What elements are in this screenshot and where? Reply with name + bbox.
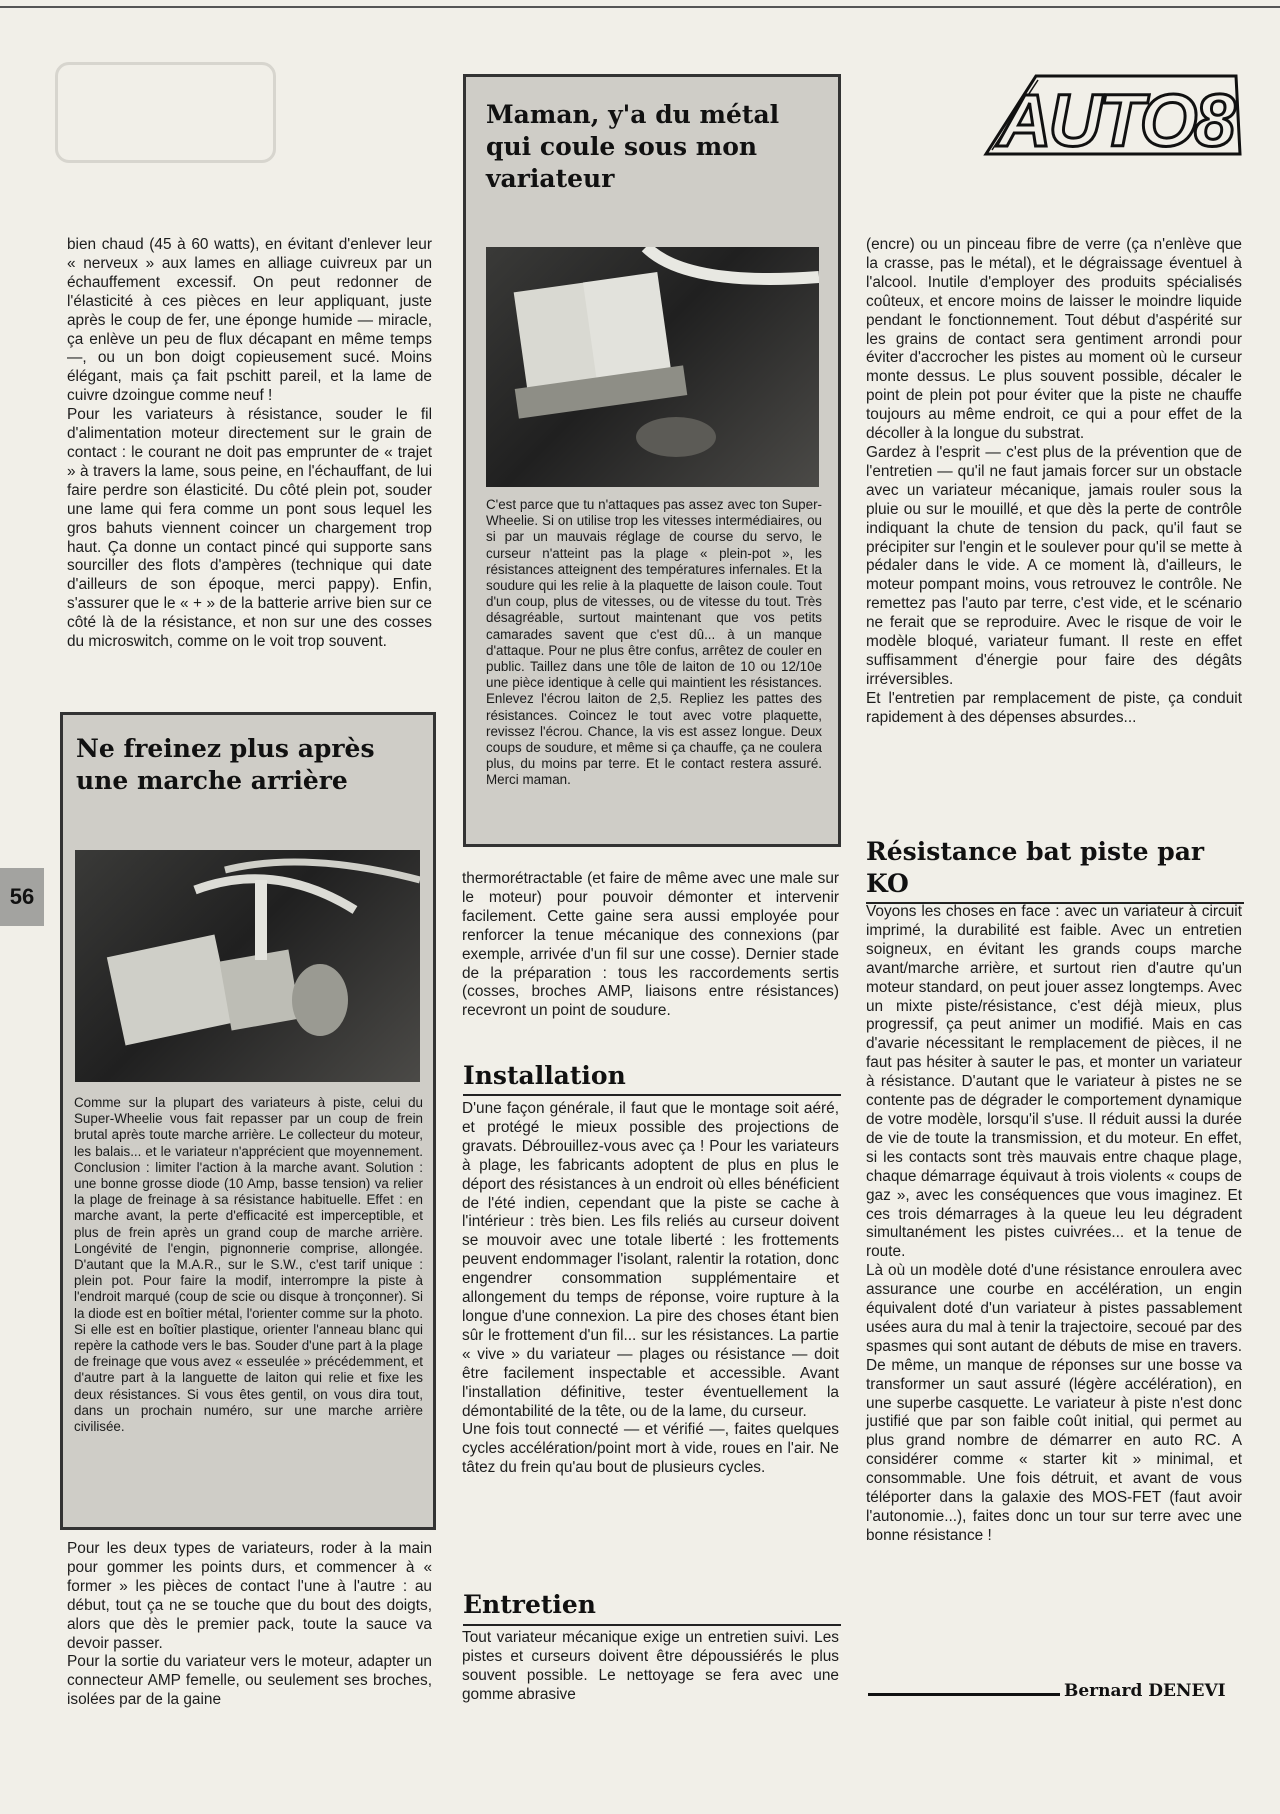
section-heading-resistance: Résistance bat piste par KO	[866, 837, 1205, 898]
signature-rule	[868, 1693, 1060, 1696]
photo-caption: C'est parce que tu n'attaques pas assez avec ton Super-Wheelie. Si on utilise trop les vitesses intermédiaires, ou si par un mauvais réglage de course du servo, le curseur n'atteint pas la plage « plein-pot », les résistances atteignent des températures infernales. Et la soudure qui les relie à la plaquette de laison coule. Tout d'un coup, plus de vitesses, ou de vitesse du tout. Très désagréable, surtout maintenant que vos petits camarades savent que c'est dû... à un manque d'attaque. Pour ne plus être confus, arrêtez de couler en public. Taillez dans une tôle de laiton de 10 ou 12/10e une pièce identique à celle qui maintient les résistances. Enlevez l'écrou laiton de 2,5. Repliez les pattes des résistances. Coincez le tout avec votre plaquette, revissez l'écrou. Chance, la vis est assez longue. Deux coups de soudure, et même si ça chauffe, ça ne coulera plus, du moins par terre. Et le contact restera assuré. Merci maman.	[486, 497, 822, 788]
paragraph: Et l'entretien par remplacement de piste, ça conduit rapidement à des dépenses absurdes...	[866, 689, 1242, 726]
left-column-top	[67, 236, 432, 652]
installation-body	[462, 1100, 839, 1478]
photo-illustration	[486, 247, 819, 487]
section-heading-installation: Installation	[463, 1061, 626, 1090]
auto8-logo	[978, 70, 1246, 160]
photo-caption: Comme sur la plupart des variateurs à piste, celui du Super-Wheelie vous fait repasser par un coup de frein brutal après toute marche arrière. Le collecteur du moteur, les balais... et le variateur n'apprécient que moyennement. Conclusion : limiter l'action à la marche avant. Solution : une bonne grosse diode (10 Amp, basse tension) va relier la plage de freinage à sa résistance habituelle. Effet : en marche avant, la perte d'efficacité est imperceptible, et plus de frein après un grand coup de marche arrière. Longévité de l'engin, pignonnerie comprise, allongée. D'autant que la M.A.R., sur le S.W., c'est tarif unique : plein pot. Pour faire la modif, interrompre la piste à l'endroit marqué (coup de scie ou disque à tronçonner). Si la diode est en boîtier métal, l'orienter comme sur la photo. Si elle est en boîtier plastique, orienter l'anneau blanc qui repère la cathode vers le bas. Souder d'une part à la plage de freinage que vous avez « esseulée » précédemment, et d'autre part à la languette de laiton qui relie et fixe les deux résistances. Si vous êtes gentil, on vous dira tout, dans un prochain numéro, sur une marche arrière civilisée.	[74, 1095, 423, 1435]
left-column-bottom	[67, 1540, 432, 1710]
right-column-bottom	[866, 903, 1242, 1546]
heading-rule	[463, 1094, 841, 1096]
middle-column	[462, 870, 839, 1021]
paragraph: Pour la sortie du variateur vers le moteur, adapter un connecteur AMP femelle, ou seulement ses broches, isolées par de la gaine	[67, 1653, 432, 1709]
top-rule	[0, 6, 1280, 8]
right-column-top	[866, 236, 1242, 728]
show-through-logo	[55, 62, 276, 163]
entretien-body	[462, 1629, 839, 1705]
photo-illustration	[75, 850, 420, 1082]
paragraph: thermorétractable (et faire de même avec une male sur le moteur) pour pouvoir démonter et intervenir facilement. Cette gaine sera aussi employée pour renforcer la tenue mécanique des connexions (par exemple, arrivée d'un fil sur une cosse). Dernier stade de la préparation : tous les raccordements sertis (cosses, broches AMP, liaisons entre résistances) recevront un point de soudure.	[462, 870, 839, 1020]
paragraph: D'une façon générale, il faut que le montage soit aéré, et protégé le mieux possible des projections de gravats. Débrouillez-vous avec ça ! Pour les variateurs à plage, les fabricants adoptent de plus en plus le déport des résistances à un endroit où elles bénéficient de l'été indien, cependant que la piste se cache à l'intérieur : très bien. Les fils reliés au curseur doivent se mouvoir avec une totale liberté : les frottements peuvent endommager l'isolant, ralentir la rotation, donc engendrer consommation supplémentaire et allongement du temps de réponse, voire rupture à la longue d'une connexion. La pire des choses étant bien sûr le frottement d'un fil... sur les résistances. La partie « vive » du variateur — plages ou résistance — doit être facilement inspectable et accessible. Avant l'installation définitive, tester éventuellement la démontabilité de la tête, ou de la lame, du curseur.	[462, 1100, 839, 1420]
sidebar-box-maman	[463, 74, 841, 847]
paragraph: Gardez à l'esprit — c'est plus de la prévention que de l'entretien — qu'il ne faut jamais forcer sur un obstacle avec un variateur mécanique, jamais rouler sous la pluie ou sur le mouillé, et que dès la perte de contrôle indiquant la chute de tension du pack, qu'il faut se précipiter sur l'engin et le soulever pour qu'il se mette à pédaler dans le vide. A ce moment là, d'ailleurs, le moteur pompant moins, vous retrouvez le contrôle. Ne remettez pas l'auto par terre, c'est vide, et le scénario ne ferait que se reproduire. Avec le risque de voir le modèle bloqué, variateur fumant. Il reste en effet suffisamment d'énergie pour faire des dégâts irréversibles.	[866, 443, 1242, 688]
page-number: 56	[0, 868, 44, 926]
paragraph: Voyons les choses en face : avec un variateur à circuit imprimé, la durabilité est faible. Avec un entretien soigneux, en évitant les grands coups marche avant/marche arrière, et surtout rien d'autre qu'un moteur standard, on peut jouer assez longtemps. Avec un mixte piste/résistance, c'est déjà mieux, plus progressif, ça peut animer un modifié. Mais en cas d'avarie nécessitant le remplacement de pièces, il ne faut pas hésiter à sauter le pas, et monter un variateur à résistance. D'autant que le variateur à pistes ne se contente pas de dégrader le comportement dynamique de votre modèle, lorsqu'il s'use. Il réduit aussi la durée de vie de toute la transmission, et du moteur. En effet, si les contacts sont très mauvais entre chaque plage, chaque démarrage équivaut à trois violents « coups de gaz », avec les conséquences que vous imaginez. Et ces trois démarrages à la queue leu leu dégradent simultanément les pistes cuivrées... et la tenue de route.	[866, 903, 1242, 1261]
box-title: Maman, y'a du métal qui coule sous mon variateur	[486, 100, 780, 193]
author-signature: Bernard DENEVI	[1064, 1681, 1226, 1701]
variator-diode-photo	[75, 850, 420, 1082]
paragraph: Tout variateur mécanique exige un entretien suivi. Les pistes et curseurs doivent être dépoussiérés le plus souvent possible. Le nettoyage se fera avec une gomme abrasive	[462, 1629, 839, 1703]
section-heading-entretien: Entretien	[463, 1590, 596, 1619]
heading-rule	[463, 1624, 841, 1626]
paragraph: Pour les deux types de variateurs, roder à la main pour gommer les points durs, et commencer à « former » les pièces de contact l'une à l'autre : au début, tout ça ne se touche que du bout des doigts, alors que dès le premier pack, toute la sauce va devoir passer.	[67, 1540, 432, 1652]
logo-text: AUTO8	[998, 79, 1233, 160]
paragraph: Une fois tout connecté — et vérifié —, faites quelques cycles accélération/point mort à vide, roues en l'air. Ne tâtez du frein qu'au bout de plusieurs cycles.	[462, 1421, 839, 1477]
box-title: Ne freinez plus après une marche arrière	[76, 734, 375, 795]
sidebar-box-freinez	[60, 712, 436, 1530]
paragraph: bien chaud (45 à 60 watts), en évitant d'enlever leur « nerveux » aux lames en alliage cuivreux par un échauffement excessif. On peut redonner de l'élasticité à ces pièces en leur appliquant, juste après le coup de fer, une éponge humide — miracle, ça enlève un peu de flux décapant en même temps —, ou un bon doigt copieusement sucé. Moins élégant, mais ça fait pschitt pareil, et la lame de cuivre dzoingue comme neuf !	[67, 236, 432, 405]
resistor-photo	[486, 247, 819, 487]
paragraph: Pour les variateurs à résistance, souder le fil d'alimentation moteur directement sur le grain de contact : le courant ne doit pas emprunter de « trajet » à travers la lame, sous peine, en l'échauffant, de lui faire perdre son élasticité. Du côté plein pot, souder une lame qui fera comme un pont sous lequel les gros bahuts viennent coincer un chargement trop haut. Ça donne un contact pincé qui supporte sans sourciller des flots d'ampères (technique qui date d'ailleurs de son époque, merci pappy). Enfin, s'assurer que le « + » de la batterie arrive bien sur ce côté là de la résistance, et non sur une des cosses du microswitch, comme on le voit trop souvent.	[67, 406, 432, 651]
paragraph: Là où un modèle doté d'une résistance enroulera avec assurance une courbe en accélération, un engin équivalent doté d'un variateur à pistes passablement usées aura du mal à tenir la trajectoire, secoué par des spasmes qui sont autant de débuts de mise en travers. De même, un manque de réponses sur une bosse va transformer un saut assuré (légère accélération), en une superbe casquette. Le variateur à piste n'est donc justifié que par son faible coût initial, qui permet au plus grand nombre de démarrer en auto RC. A considérer comme « starter kit » minimal, et consommable. Une fois détruit, et avant de vous téléporter dans la galaxie des MOS-FET (faut avoir l'autonomie...), faites donc un tour sur terre avec une bonne résistance !	[866, 1262, 1242, 1544]
paragraph: (encre) ou un pinceau fibre de verre (ça n'enlève que la crasse, pas le métal), et le dégraissage éventuel à l'alcool. Inutile d'employer des produits spécialisés coûteux, et encore moins de laisser le moindre liquide pendant le fonctionnement. Tout début d'aspérité sur les grains de contact sera gentiment arrondi pour éviter d'accrocher les pistes au moment où le curseur monte dessus. Le plus souvent possible, décaler le point de plein pot pour éviter que la piste ne chauffe toujours au même endroit, ce qui a pour effet de la décoller à la longue du substrat.	[866, 236, 1242, 443]
